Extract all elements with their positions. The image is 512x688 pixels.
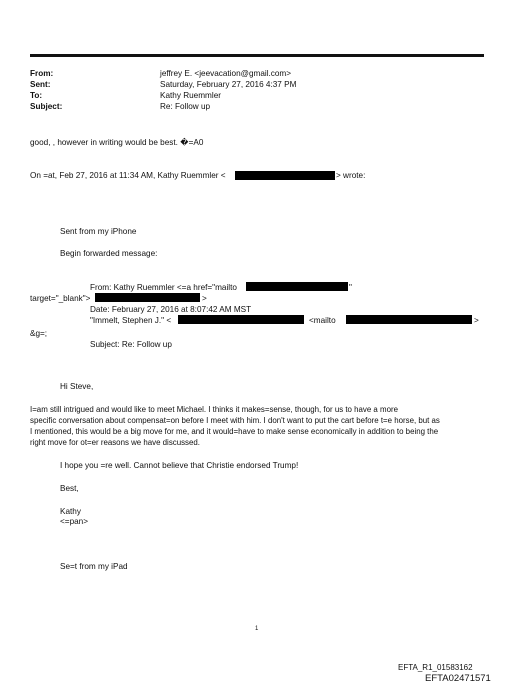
header-rule [30, 54, 484, 57]
to-label: To: [30, 91, 43, 100]
fwd-from-prefix: From: Kathy Ruemmler <=a href="mailto [90, 283, 237, 292]
on-wrote-suffix: > wrote: [336, 171, 366, 180]
redaction-bar [95, 293, 200, 302]
closing: Best, [60, 484, 79, 493]
on-wrote-prefix: On =at, Feb 27, 2016 at 11:34 AM, Kathy Ruemmler < [30, 171, 226, 180]
from-value: jeffrey E. <jeevacation@gmail.com> [160, 69, 292, 78]
sent-label: Sent: [30, 80, 51, 89]
paragraph-line: right move for ot=er reasons we have discussed. [30, 438, 200, 447]
page-number: 1 [255, 626, 259, 632]
from-label: From: [30, 69, 54, 78]
paragraph-2: I hope you =re well. Cannot believe that Christie endorsed Trump! [60, 461, 299, 470]
redaction-bar [246, 282, 348, 291]
sent-from-ipad: Se=t from my iPad [60, 562, 128, 571]
subject-label: Subject: [30, 102, 63, 111]
sent-value: Saturday, February 27, 2016 4:37 PM [160, 80, 297, 89]
span-tag: <=pan> [60, 517, 89, 526]
fwd-target-suffix: > [202, 294, 207, 303]
subject-value: Re: Follow up [160, 102, 211, 111]
begin-forwarded: Begin forwarded message: [60, 249, 158, 258]
to-value: Kathy Ruemmler [160, 91, 221, 100]
signature-name: Kathy [60, 507, 81, 516]
paragraph-line: I=am still intrigued and would like to meet Michael. I thinks it makes=sense, though, for us to have a more [30, 405, 398, 414]
fwd-to-prefix: "Immelt, Stephen J." < [90, 316, 172, 325]
fwd-from-quote: " [349, 283, 352, 292]
sent-from-iphone: Sent from my iPhone [60, 227, 137, 236]
paragraph-line: I mentioned, this would be a big move for me, and it would=have to make sense economically in addition to being the [30, 427, 439, 436]
redaction-bar [235, 171, 335, 180]
greeting: Hi Steve, [60, 382, 94, 391]
reply-line: good, , however in writing would be best. �=A0 [30, 138, 204, 147]
fwd-to-mailto: <mailto [309, 316, 336, 325]
fwd-amp: &g=; [30, 329, 48, 338]
bates-number-1: EFTA_R1_01583162 [398, 663, 473, 672]
bates-number-2: EFTA02471571 [425, 673, 491, 684]
fwd-subject: Subject: Re: Follow up [90, 340, 172, 349]
paragraph-line: specific conversation about compensat=on before I meet with him. I don't want to put the cart before t=e horse, but as [30, 416, 440, 425]
fwd-date: Date: February 27, 2016 at 8:07:42 AM MST [90, 305, 252, 314]
fwd-target-prefix: target="_blank"> [30, 294, 91, 303]
redaction-bar [346, 315, 472, 324]
fwd-to-suffix: > [474, 316, 479, 325]
redaction-bar [178, 315, 304, 324]
